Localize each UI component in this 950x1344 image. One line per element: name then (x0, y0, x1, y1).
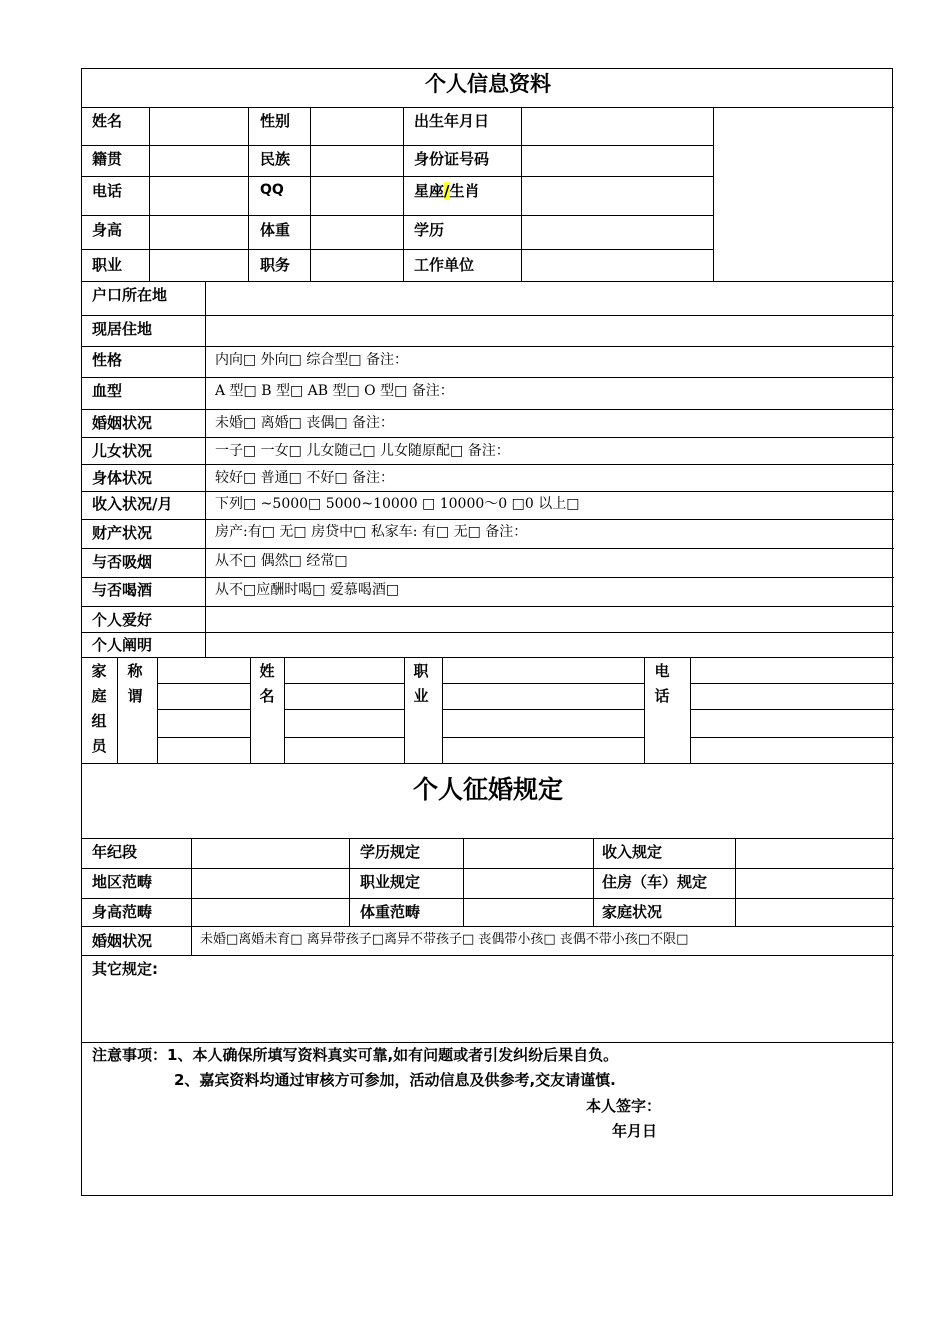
label-relation: 称 谓 (127, 662, 143, 705)
input-weight-range[interactable] (464, 899, 593, 926)
label-income-requirement: 收入规定 (602, 843, 663, 861)
form-title: 个人信息资料 (425, 72, 551, 96)
label-phone: 电话 (92, 182, 123, 200)
label-marital-requirement: 婚姻状况 (92, 932, 153, 950)
input-position[interactable] (311, 250, 403, 281)
property-options[interactable]: 房产:有□ 无□ 房贷中□ 私家车: 有□ 无□ 备注： (215, 524, 528, 540)
date-label: 年月日 (612, 1122, 658, 1140)
label-smoking: 与否吸烟 (92, 553, 153, 571)
input-income-requirement[interactable] (736, 839, 894, 868)
label-personality: 性格 (92, 351, 123, 369)
label-age-range: 年纪段 (92, 843, 138, 861)
input-housing-requirement[interactable] (736, 869, 894, 898)
input-phone[interactable] (150, 177, 248, 215)
label-weight: 体重 (260, 221, 291, 239)
personality-options[interactable]: 内向□ 外向□ 综合型□ 备注： (215, 352, 409, 368)
label-name: 姓名 (92, 112, 123, 130)
input-name[interactable] (150, 108, 248, 145)
input-hukou[interactable] (206, 282, 894, 315)
label-member-job: 职 业 (413, 662, 429, 705)
label-weight-range: 体重范畴 (360, 903, 421, 921)
input-age-range[interactable] (192, 839, 349, 868)
label-id-number: 身份证号码 (414, 150, 490, 168)
label-residence: 现居住地 (92, 320, 153, 338)
label-qq: QQ (260, 182, 284, 198)
label-gender: 性别 (260, 112, 291, 130)
input-hobby[interactable] (206, 607, 894, 632)
notes-line-1: 注意事项：1、本人确保所填写资料真实可靠,如有问题或者引发纠纷后果自负。 (92, 1046, 619, 1064)
input-education-requirement[interactable] (464, 839, 593, 868)
input-region-range[interactable] (192, 869, 349, 898)
input-height-range[interactable] (192, 899, 349, 926)
label-children-status: 儿女状况 (92, 442, 153, 460)
label-zodiac: 星座/生肖 (414, 182, 480, 200)
health-options[interactable]: 较好□ 普通□ 不好□ 备注： (215, 470, 395, 486)
marital-requirement-options[interactable]: 未婚□离婚未育□ 离异带孩子□离异不带孩子□ 丧偶带小孩□ 丧偶不带小孩□不限□ (200, 932, 689, 947)
label-job-requirement: 职业规定 (360, 873, 421, 891)
input-education[interactable] (522, 216, 713, 249)
label-height: 身高 (92, 221, 123, 239)
label-position: 职务 (260, 256, 291, 274)
input-residence[interactable] (206, 316, 894, 346)
input-gender[interactable] (311, 108, 403, 145)
input-family-status[interactable] (736, 899, 894, 926)
input-zodiac[interactable] (522, 177, 713, 215)
label-housing-requirement: 住房（车）规定 (602, 873, 708, 891)
input-native-place[interactable] (150, 146, 248, 176)
input-ethnicity[interactable] (311, 146, 403, 176)
input-qq[interactable] (311, 177, 403, 215)
label-member-name: 姓 名 (259, 662, 275, 705)
marital-status-options[interactable]: 未婚□ 离婚□ 丧偶□ 备注： (215, 415, 395, 431)
input-id-number[interactable] (522, 146, 713, 176)
blood-type-options[interactable]: A 型□ B 型□ AB 型□ O 型□ 备注： (215, 383, 454, 399)
input-other-requirements[interactable] (83, 979, 893, 1041)
label-marital-status: 婚姻状况 (92, 414, 153, 432)
label-drinking: 与否喝酒 (92, 581, 153, 599)
label-region-range: 地区范畴 (92, 873, 153, 891)
label-member-phone: 电 话 (654, 662, 670, 705)
label-ethnicity: 民族 (260, 150, 291, 168)
label-statement: 个人阐明 (92, 636, 153, 654)
label-height-range: 身高范畴 (92, 903, 153, 921)
marriage-requirements-title: 个人征婚规定 (412, 775, 563, 804)
label-employer: 工作单位 (414, 256, 475, 274)
input-job-requirement[interactable] (464, 869, 593, 898)
input-statement[interactable] (206, 633, 894, 657)
label-education-requirement: 学历规定 (360, 843, 421, 861)
label-hukou: 户口所在地 (92, 286, 168, 304)
label-health: 身体状况 (92, 469, 153, 487)
smoking-options[interactable]: 从不□ 偶然□ 经常□ (215, 553, 348, 569)
drinking-options[interactable]: 从不□应酬时喝□ 爱慕喝酒□ (215, 582, 400, 598)
input-weight[interactable] (311, 216, 403, 249)
label-education: 学历 (414, 221, 445, 239)
signature-label: 本人签字： (586, 1097, 662, 1115)
label-property: 财产状况 (92, 524, 153, 542)
personal-info-form (81, 68, 893, 1196)
label-family-members: 家 庭 组 员 (91, 662, 107, 755)
label-other-requirements: 其它规定: (92, 960, 158, 978)
label-blood-type: 血型 (92, 382, 123, 400)
label-income: 收入状况/月 (92, 495, 173, 513)
input-height[interactable] (150, 216, 248, 249)
income-options[interactable]: 下列□ ~5000□ 5000~10000 □ 10000～0 □0 以上□ (215, 496, 580, 512)
input-employer[interactable] (522, 250, 713, 281)
photo-area[interactable] (714, 108, 894, 281)
label-hobby: 个人爱好 (92, 611, 153, 629)
label-occupation: 职业 (92, 256, 123, 274)
label-family-status: 家庭状况 (602, 903, 663, 921)
children-status-options[interactable]: 一子□ 一女□ 儿女随己□ 儿女随原配□ 备注： (215, 443, 510, 459)
input-occupation[interactable] (150, 250, 248, 281)
notes-line-2: 2、嘉宾资料均通过审核方可参加，活动信息及供参考,交友请谨慎. (174, 1071, 616, 1089)
input-birthday[interactable] (522, 108, 713, 145)
label-native-place: 籍贯 (92, 150, 123, 168)
label-birthday: 出生年月日 (414, 112, 490, 130)
